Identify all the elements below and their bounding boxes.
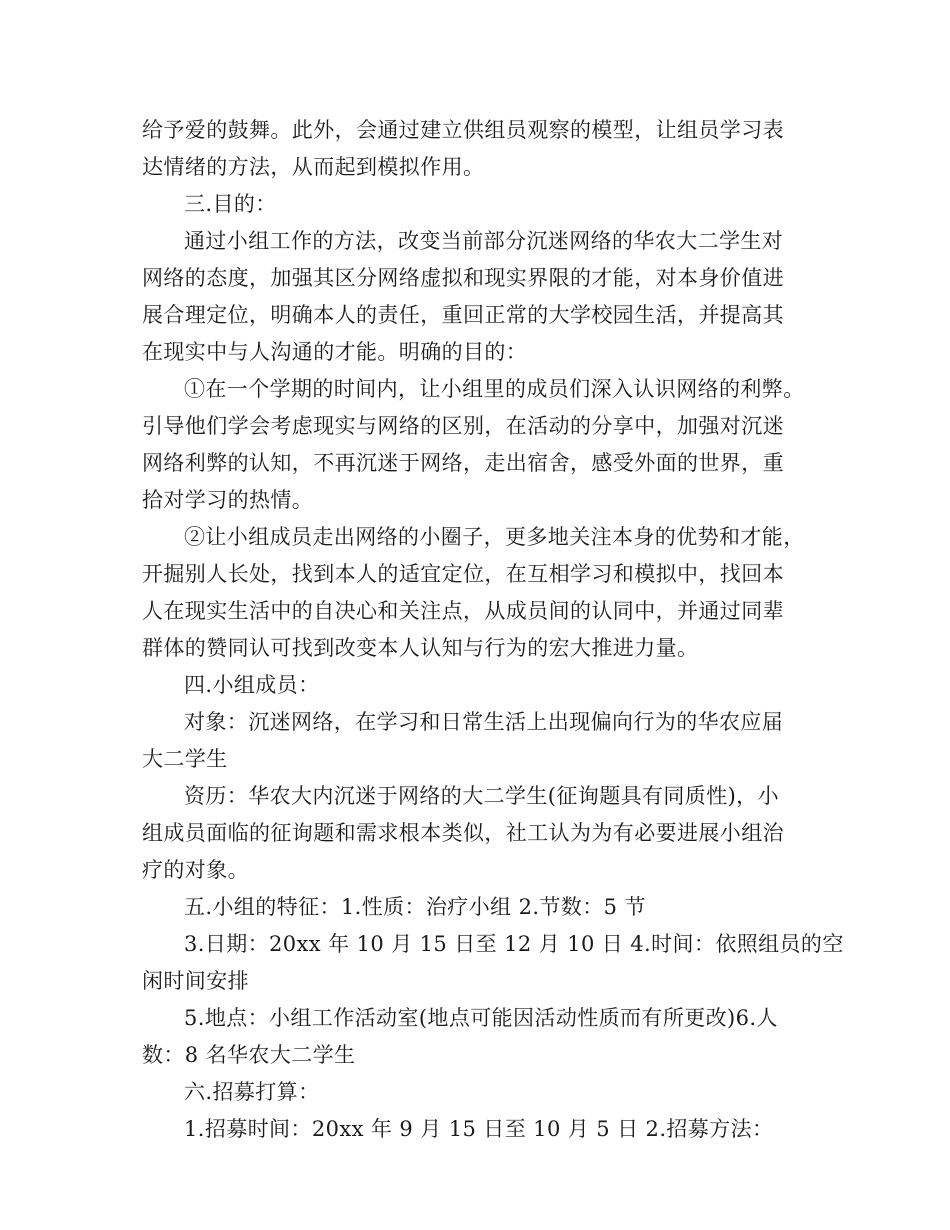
text-line: 群体的赞同认可找到改变本人认知与行为的宏大推进力量。 [142, 636, 699, 660]
section-heading: 四.小组成员： [184, 673, 320, 697]
text-line: 通过小组工作的方法，改变当前部分沉迷网络的华农大二学生对 [184, 229, 784, 253]
text-line: ②让小组成员走出网络的小圈子，更多地关注本身的优势和才能， [184, 525, 805, 549]
text-line: 数：8 名华农大二学生 [142, 1043, 356, 1067]
text-line: 达情绪的方法，从而起到模拟作用。 [142, 155, 485, 179]
text-line: 开掘别人长处，找到本人的适宜定位，在互相学习和模拟中，找回本 [142, 562, 784, 586]
text-line: 网络的态度，加强其区分网络虚拟和现实界限的才能，对本身价值进 [142, 266, 784, 290]
text-line: 1.招募时间：20xx 年 9 月 15 日至 10 月 5 日 2.招募方法： [184, 1117, 774, 1141]
text-line: 组成员面临的征询题和需求根本类似，社工认为为有必要进展小组治 [142, 821, 784, 845]
text-line: 资历：华农大内沉迷于网络的大二学生(征询题具有同质性)，小 [184, 784, 779, 808]
section-heading: 五.小组的特征：1.性质：治疗小组 2.节数：5 节 [184, 895, 646, 919]
text-line: 展合理定位，明确本人的责任，重回正常的大学校园生活，并提高其 [142, 303, 784, 327]
text-line: 网络利弊的认知，不再沉迷于网络，走出宿舍，感受外面的世界，重 [142, 451, 784, 475]
text-line: 3.日期：20xx 年 10 月 15 日至 12 月 10 日 4.时间：依照组员的空 [184, 932, 844, 956]
text-line: 在现实中与人沟通的才能。明确的目的： [142, 340, 528, 364]
section-heading: 六.招募打算： [184, 1080, 320, 1104]
text-line: 5.地点：小组工作活动室(地点可能因活动性质而有所更改)6.人 [184, 1006, 778, 1030]
section-heading: 三.目的： [184, 192, 277, 216]
text-line: ①在一个学期的时间内，让小组里的成员们深入认识网络的利弊。 [184, 377, 805, 401]
text-line: 对象：沉迷网络，在学习和日常生活上出现偏向行为的华农应届 [184, 710, 784, 734]
text-line: 拾对学习的热情。 [142, 488, 314, 512]
text-line: 疗的对象。 [142, 858, 249, 882]
text-line: 大二学生 [142, 747, 228, 771]
text-line: 闲时间安排 [142, 969, 249, 993]
text-line: 人在现实生活中的自决心和关注点，从成员间的认同中，并通过同辈 [142, 599, 784, 623]
text-line: 给予爱的鼓舞。此外，会通过建立供组员观察的模型，让组员学习表 [142, 118, 784, 142]
text-line: 引导他们学会考虑现实与网络的区别，在活动的分享中，加强对沉迷 [142, 414, 784, 438]
